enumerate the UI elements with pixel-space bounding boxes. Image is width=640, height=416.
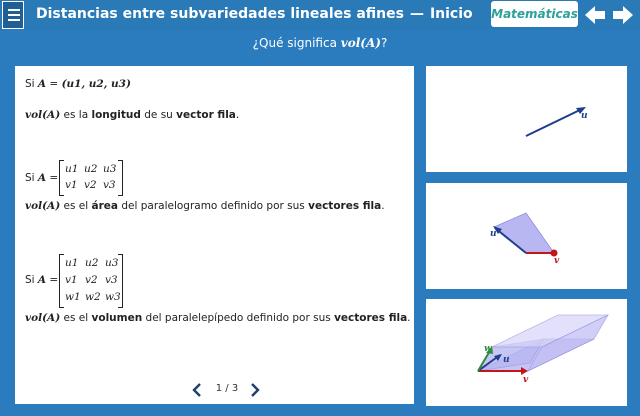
vector-diagram (426, 66, 627, 172)
case2-si: Si (25, 172, 38, 184)
lesson-title: Distancias entre subvariedades lineales afines (36, 6, 404, 22)
pagination (190, 380, 270, 400)
top-bar (0, 0, 640, 30)
case2-text-5: . (381, 200, 385, 212)
case3-text-2: volumen (91, 312, 143, 324)
page-title (36, 6, 473, 22)
case3-text-4: vectores fila (334, 312, 408, 324)
hamburger-icon-line-2 (8, 14, 20, 16)
case3-equals: = (46, 274, 59, 286)
case3-matrix-name: A (37, 274, 47, 286)
vector-u-label: u (490, 229, 497, 239)
parallelogram-shape (494, 213, 554, 253)
case1-vector: (u1, u2, u3) (61, 78, 131, 90)
question-heading (0, 36, 640, 50)
arrow-left-icon[interactable] (583, 4, 607, 26)
matrix-cell: w2 (85, 291, 101, 303)
chevron-left-icon[interactable] (190, 382, 204, 398)
vector-v-label: v (554, 256, 560, 266)
case2-description (25, 200, 385, 212)
matrix-cell: w3 (105, 291, 121, 303)
figure-vector (426, 66, 627, 172)
case1-si: Si (25, 78, 38, 90)
case1-text-4: vector fila (176, 109, 236, 121)
case2-equals: = (46, 172, 59, 184)
case3-matrix (59, 254, 123, 308)
matrix-cell: v1 (65, 179, 78, 191)
case3-text-1: es el (60, 312, 92, 324)
question-suffix: ? (380, 36, 388, 50)
vector-u (526, 108, 584, 136)
parallelepiped-diagram (426, 299, 627, 406)
matrix-cell: u3 (103, 163, 117, 175)
case3-text-5: . (407, 312, 411, 324)
matrix-cell: v3 (105, 274, 118, 286)
matrix-cell: u2 (85, 257, 99, 269)
case1-vol: vol(A) (25, 109, 61, 121)
case3-si: Si (25, 274, 38, 286)
vector-w-label: w (484, 344, 492, 354)
case1-text-2: longitud (91, 109, 141, 121)
case3-vol: vol(A) (25, 312, 61, 324)
vector-v-label: v (523, 375, 529, 385)
case1-description (25, 109, 239, 121)
hamburger-icon (8, 9, 20, 11)
matrix-cell: u1 (65, 163, 79, 175)
arrow-right-icon[interactable] (611, 4, 635, 26)
case2-vol: vol(A) (25, 200, 61, 212)
case1-text-1: es la (60, 109, 92, 121)
case2-matrix-name: A (37, 172, 47, 184)
vector-u-label: u (581, 111, 588, 121)
question-prefix: ¿Qué significa (252, 36, 341, 50)
case3-definition (25, 274, 58, 286)
matrix-cell: u1 (65, 257, 79, 269)
content-panel (15, 66, 414, 404)
case2-text-2: área (91, 200, 118, 212)
case2-text-4: vectores fila (308, 200, 382, 212)
case2-matrix (59, 160, 123, 196)
chevron-right-icon[interactable] (248, 382, 262, 398)
case3-text-3: del paralelepípedo definido por sus (142, 312, 335, 324)
case1-text-5: . (235, 109, 240, 121)
section-link[interactable]: Inicio (429, 6, 473, 22)
page-counter: 1 / 3 (215, 383, 239, 394)
matrix-cell: v2 (85, 274, 98, 286)
figure-parallelepiped (426, 299, 627, 406)
matrix-cell: w1 (65, 291, 81, 303)
hamburger-icon-line-3 (8, 19, 20, 21)
matrix-cell: v1 (65, 274, 78, 286)
case3-description (25, 312, 411, 324)
figure-parallelogram (426, 183, 627, 289)
case1-matrix-name: A (37, 78, 47, 90)
title-separator: — (409, 6, 424, 22)
case2-definition (25, 172, 58, 184)
case1-text-3: de su (140, 109, 177, 121)
question-formula: vol(A) (340, 36, 381, 50)
matrix-cell: u3 (105, 257, 119, 269)
vector-u-label: u (503, 355, 510, 365)
matrix-cell: v3 (103, 179, 116, 191)
matrix-cell: u2 (84, 163, 98, 175)
matrix-cell: v2 (84, 179, 97, 191)
subject-button[interactable]: Matemáticas (491, 1, 578, 27)
case2-text-1: es el (60, 200, 92, 212)
case1-equals: = (46, 78, 62, 90)
menu-button[interactable] (2, 1, 24, 29)
case1-definition (25, 78, 131, 90)
parallelogram-diagram (426, 183, 627, 289)
case2-text-3: del paralelogramo definido por sus (118, 200, 309, 212)
